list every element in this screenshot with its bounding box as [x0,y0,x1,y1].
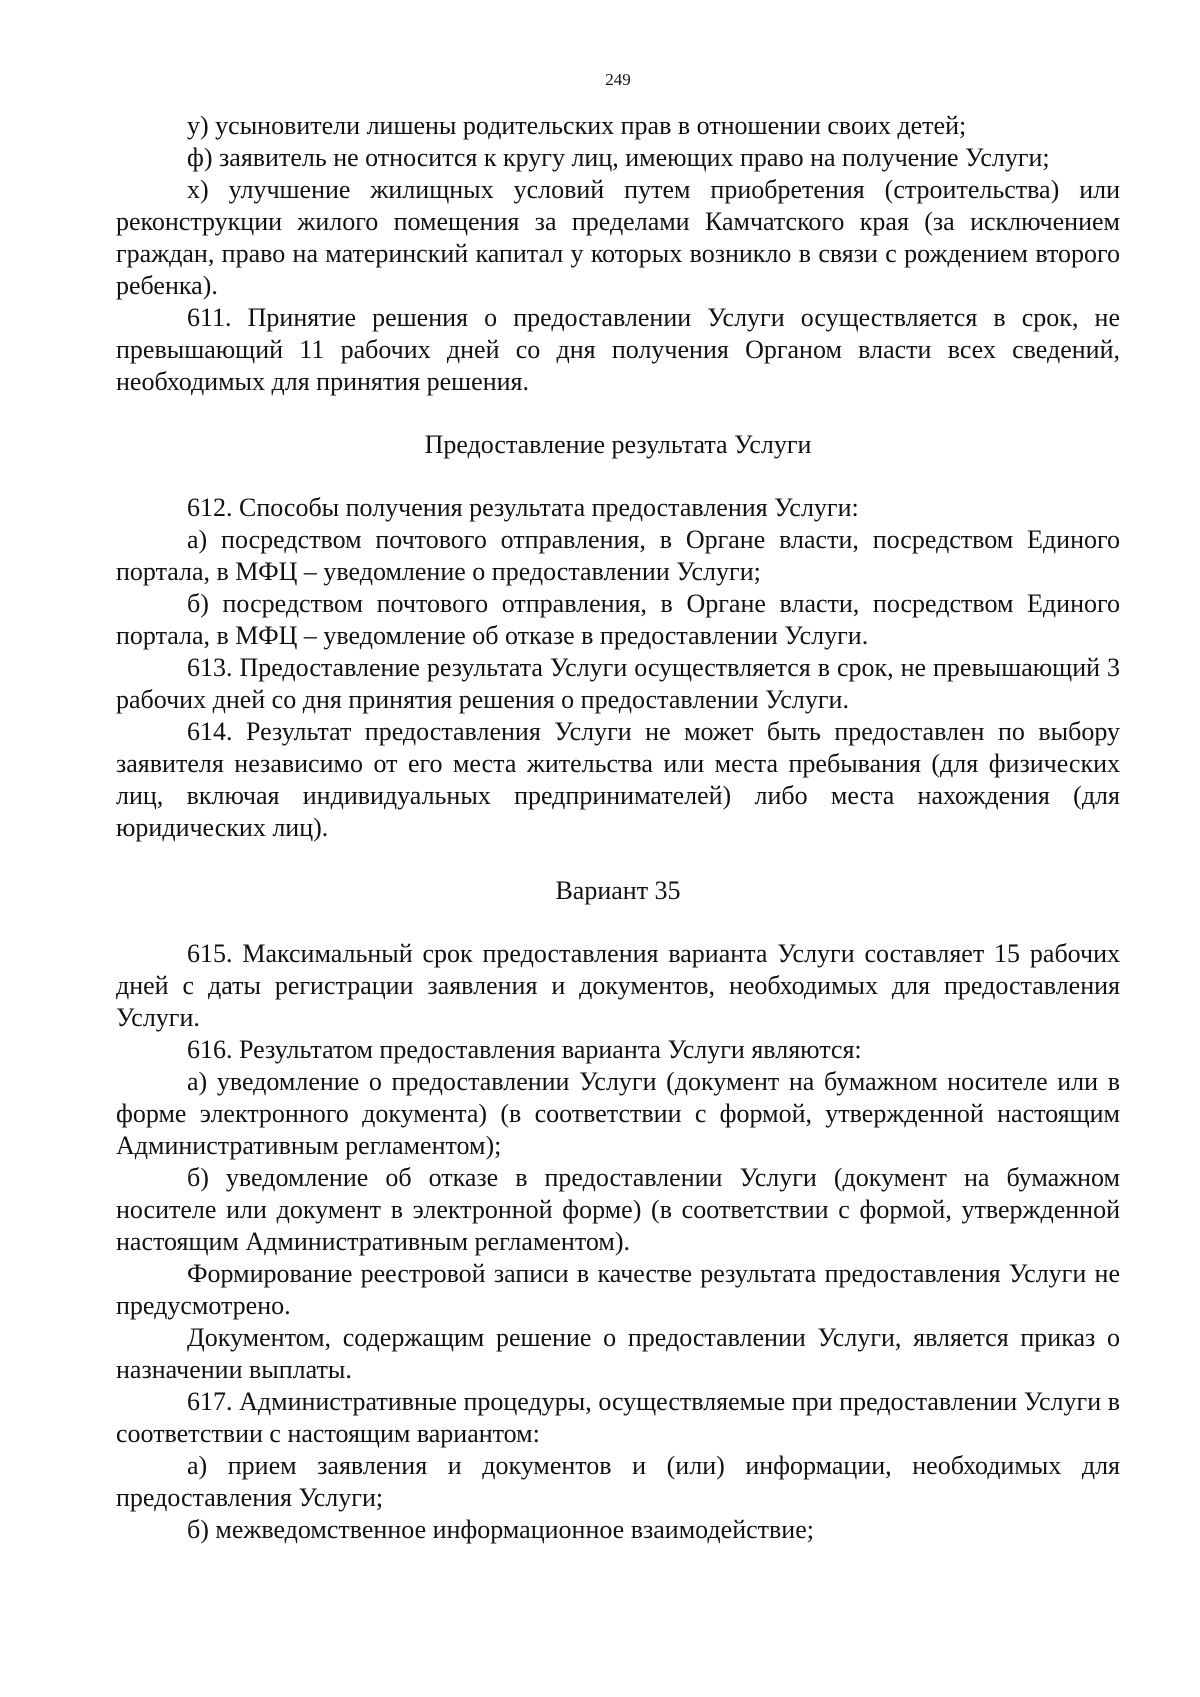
section-heading-variant-35: Вариант 35 [555,876,681,905]
paragraph-decision-document: Документом, содержащим решение о предоставлении Услуги, является приказ о назначении выплаты. [116,1323,1120,1384]
paragraph-612-a: а) посредством почтового отправления, в Органе власти, посредством Единого портала, в МФЦ – уведомление о предоставлении Услуги; [116,525,1120,586]
paragraph-613: 613. Предоставление результата Услуги осуществляется в срок, не превышающий 3 рабочих дней со дня принятия решения о предоставлении Услуги. [116,653,1120,714]
paragraph-616-b: б) уведомление об отказе в предоставлении Услуги (документ на бумажном носителе или документ в электронной форме) (в соответствии с формой, утвержденной настоящим Административным регламентом). [116,1163,1120,1256]
paragraph-612: 612. Способы получения результата предоставления Услуги: [187,493,859,522]
paragraph-614: 614. Результат предоставления Услуги не может быть предоставлен по выбору заявителя независимо от его места жительства или места пребывания (для физических лиц, включая индивидуальных предпринимателей) либо места нахождения (для юридических лиц). [116,717,1120,842]
page-number: 249 [605,70,631,89]
paragraph-615: 615. Максимальный срок предоставления варианта Услуги составляет 15 рабочих дней с даты регистрации заявления и документов, необходимых для предоставления Услуги. [116,939,1120,1032]
paragraph-617-a: а) прием заявления и документов и (или) информации, необходимых для предоставления Услуги; [116,1451,1120,1512]
paragraph-registry-note: Формирование реестровой записи в качестве результата предоставления Услуги не предусмотрено. [116,1259,1120,1320]
paragraph-item-kh: х) улучшение жилищных условий путем приобретения (строительства) или реконструкции жилого помещения за пределами Камчатского края (за исключением граждан, право на материнский капитал у которых возникло в связи с рождением второго ребенка). [116,175,1120,300]
paragraph-612-b: б) посредством почтового отправления, в Органе власти, посредством Единого портала, в МФЦ – уведомление об отказе в предоставлении Услуги. [116,589,1120,650]
paragraph-item-u: у) усыновители лишены родительских прав в отношении своих детей; [187,111,967,140]
section-heading-result: Предоставление результата Услуги [424,430,812,459]
paragraph-616: 616. Результатом предоставления варианта Услуги являются: [187,1035,862,1064]
paragraph-617-b: б) межведомственное информационное взаимодействие; [187,1515,814,1544]
paragraph-616-a: а) уведомление о предоставлении Услуги (документ на бумажном носителе или в форме электронного документа) (в соответствии с формой, утвержденной настоящим Административным регламентом); [116,1067,1120,1160]
paragraph-617: 617. Административные процедуры, осуществляемые при предоставлении Услуги в соответствии с настоящим вариантом: [116,1387,1120,1448]
paragraph-item-f: ф) заявитель не относится к кругу лиц, имеющих право на получение Услуги; [187,143,1050,172]
paragraph-611: 611. Принятие решения о предоставлении Услуги осуществляется в срок, не превышающий 11 рабочих дней со дня получения Органом власти всех сведений, необходимых для принятия решения. [116,303,1120,396]
